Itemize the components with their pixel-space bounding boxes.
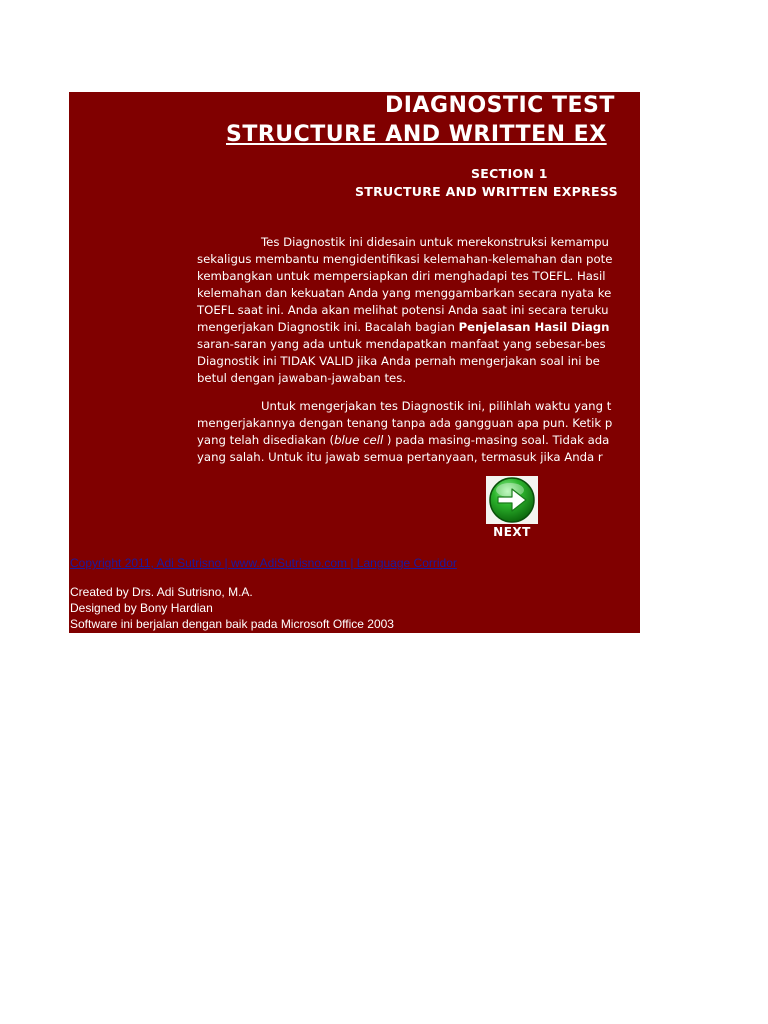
page-title: DIAGNOSTIC TEST [385, 93, 615, 118]
paragraph-line: TOEFL saat ini. Anda akan melihat potensi Anda saat ini secara teruku [197, 303, 609, 317]
intro-paragraph-2 [197, 398, 640, 466]
section-label: SECTION 1 [471, 166, 548, 181]
created-by: Created by Drs. Adi Sutrisno, M.A. [70, 585, 253, 599]
paragraph-line: betul dengan jawaban-jawaban tes. [197, 371, 407, 385]
paragraph-line [197, 319, 640, 336]
page-subtitle: STRUCTURE AND WRITTEN EX [226, 122, 607, 147]
paragraph-line: mengerjakannya dengan tenang tanpa ada gangguan apa pun. Ketik p [197, 416, 613, 430]
paragraph-text: ) pada masing-masing soal. Tidak ada [383, 433, 610, 447]
paragraph-line: Diagnostik ini TIDAK VALID jika Anda pernah mengerjakan soal ini be [197, 354, 600, 368]
bold-reference: Penjelasan Hasil Diagn [458, 320, 610, 334]
paragraph-line: Tes Diagnostik ini didesain untuk merekonstruksi kemampu [261, 235, 609, 249]
software-note: Software ini berjalan dengan baik pada Microsoft Office 2003 [70, 617, 394, 631]
paragraph-text: mengerjakan Diagnostik ini. Bacalah bagian [197, 320, 459, 334]
paragraph-line: Untuk mengerjakan tes Diagnostik ini, pilihlah waktu yang t [261, 399, 612, 413]
copyright-link[interactable]: Copyright 2011, Adi Sutrisno | www.AdiSutrisno.com | Language Corridor [70, 556, 457, 570]
designed-by: Designed by Bony Hardian [70, 601, 213, 615]
paragraph-line: kembangkan untuk mempersiapkan diri menghadapi tes TOEFL. Hasil [197, 269, 606, 283]
next-button[interactable] [486, 476, 538, 524]
section-name: STRUCTURE AND WRITTEN EXPRESS [355, 184, 618, 199]
paragraph-line: yang salah. Untuk itu jawab semua pertanyaan, termasuk jika Anda r [197, 450, 603, 464]
italic-term: blue cell [334, 433, 384, 447]
arrow-right-icon [486, 476, 538, 524]
next-label[interactable]: NEXT [493, 525, 531, 539]
paragraph-line [197, 432, 640, 449]
main-panel [69, 92, 640, 633]
paragraph-text: yang telah disediakan ( [197, 433, 335, 447]
paragraph-line: saran-saran yang ada untuk mendapatkan manfaat yang sebesar-bes [197, 337, 606, 351]
paragraph-line: kelemahan dan kekuatan Anda yang menggambarkan secara nyata ke [197, 286, 612, 300]
paragraph-line: sekaligus membantu mengidentifikasi kelemahan-kelemahan dan pote [197, 252, 613, 266]
intro-paragraph-1 [197, 234, 640, 387]
